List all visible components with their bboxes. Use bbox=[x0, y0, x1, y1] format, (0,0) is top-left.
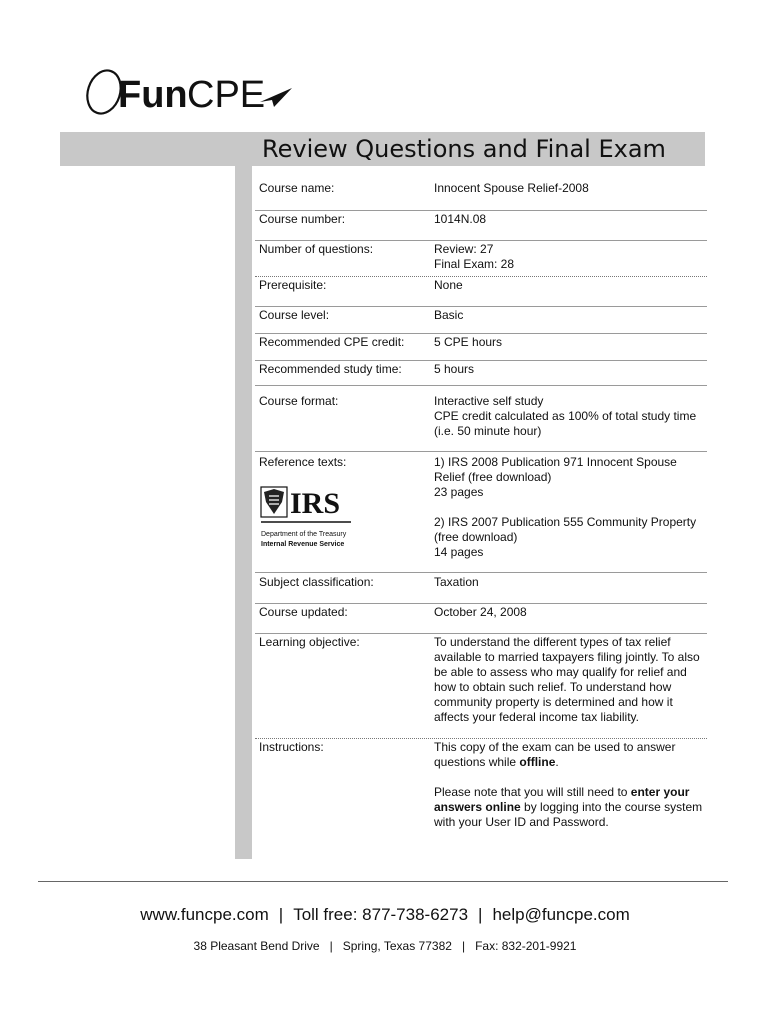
value-number-of-questions bbox=[434, 242, 704, 272]
row-learning-objective bbox=[255, 635, 707, 739]
reference-2: 2) IRS 2007 Publication 555 Community Property (free download) bbox=[434, 515, 697, 544]
value-course-name: Innocent Spouse Relief-2008 bbox=[434, 181, 589, 195]
label-prerequisite: Prerequisite: bbox=[259, 278, 327, 292]
footer-phone: Toll free: 877-738-6273 bbox=[293, 905, 469, 924]
format-credit-note: CPE credit calculated as 100% of total study time (i.e. 50 minute hour) bbox=[434, 409, 697, 438]
reference-1: 1) IRS 2008 Publication 971 Innocent Spouse Relief (free download) bbox=[434, 455, 677, 484]
label-instructions: Instructions: bbox=[259, 740, 324, 754]
footer-address bbox=[0, 939, 770, 953]
value-instructions bbox=[434, 740, 704, 830]
row-cpe-credit bbox=[255, 335, 707, 361]
instructions-paragraph-1: This copy of the exam can be used to answer questions while offline. bbox=[434, 740, 676, 769]
left-accent-bar bbox=[235, 132, 252, 859]
final-exam-count: Final Exam: 28 bbox=[434, 257, 515, 271]
label-reference-texts: Reference texts: bbox=[259, 455, 347, 469]
review-count: Review: 27 bbox=[434, 242, 494, 256]
label-study-time: Recommended study time: bbox=[259, 362, 402, 376]
label-course-format: Course format: bbox=[259, 394, 339, 408]
page-title: Review Questions and Final Exam bbox=[262, 135, 666, 163]
value-study-time: 5 hours bbox=[434, 362, 475, 376]
label-learning-objective: Learning objective: bbox=[259, 635, 360, 649]
value-cpe-credit: 5 CPE hours bbox=[434, 335, 503, 349]
irs-wordmark: IRS bbox=[290, 487, 341, 520]
row-course-name bbox=[255, 181, 707, 211]
value-learning-objective: To understand the different types of tax relief available to married taxpayers filing jointly. To also be able to assess who may qualify for relief and how to obtain such relief. To understand how community property is determined and how it affects your federal income tax liability. bbox=[434, 635, 700, 724]
footer-website-link[interactable]: www.funcpe.com bbox=[140, 905, 269, 924]
footer-separator: | bbox=[478, 905, 483, 924]
label-course-name: Course name: bbox=[259, 181, 335, 195]
footer-street: 38 Pleasant Bend Drive bbox=[193, 939, 320, 953]
enter-online-emphasis: enter your answers online bbox=[434, 785, 690, 814]
footer-separator: | bbox=[329, 939, 333, 953]
row-course-level bbox=[255, 308, 707, 334]
logo-text-light: CPE bbox=[187, 74, 266, 116]
label-cpe-credit: Recommended CPE credit: bbox=[259, 335, 405, 349]
value-course-level: Basic bbox=[434, 308, 464, 322]
label-course-level: Course level: bbox=[259, 308, 330, 322]
footer-email-link[interactable]: help@funcpe.com bbox=[492, 905, 630, 924]
row-subject bbox=[255, 575, 707, 604]
format-type: Interactive self study bbox=[434, 394, 544, 408]
value-course-format bbox=[434, 394, 704, 439]
label-number-of-questions: Number of questions: bbox=[259, 242, 374, 256]
row-instructions bbox=[255, 740, 707, 850]
value-reference-texts bbox=[434, 455, 704, 560]
irs-eagle-icon bbox=[261, 487, 287, 517]
reference-2-pages: 14 pages bbox=[434, 545, 484, 559]
irs-logo bbox=[258, 484, 354, 554]
funcpe-logo-graphic bbox=[84, 62, 299, 120]
value-subject: Taxation bbox=[434, 575, 479, 589]
reference-1-pages: 23 pages bbox=[434, 485, 484, 499]
footer-separator: | bbox=[278, 905, 284, 924]
footer-fax: Fax: 832-201-9921 bbox=[475, 939, 577, 953]
offline-emphasis: offline bbox=[519, 755, 556, 769]
row-number-of-questions bbox=[255, 242, 707, 277]
value-prerequisite: None bbox=[434, 278, 463, 292]
label-subject: Subject classification: bbox=[259, 575, 374, 589]
label-course-number: Course number: bbox=[259, 212, 346, 226]
logo-text-bold: Fun bbox=[118, 74, 188, 116]
footer-separator: | bbox=[461, 939, 466, 953]
instructions-paragraph-2: Please note that you will still need to enter your answers online by logging into the course system with your User ID and Password. bbox=[434, 785, 703, 829]
irs-service-line: Internal Revenue Service bbox=[261, 541, 345, 548]
row-prerequisite bbox=[255, 278, 707, 307]
value-course-updated: October 24, 2008 bbox=[434, 605, 527, 619]
row-course-updated bbox=[255, 605, 707, 634]
label-course-updated: Course updated: bbox=[259, 605, 348, 619]
row-course-number bbox=[255, 212, 707, 241]
footer-contact bbox=[0, 905, 770, 925]
footer-divider bbox=[38, 881, 728, 882]
irs-dept-line: Department of the Treasury bbox=[261, 531, 347, 538]
row-course-format bbox=[255, 394, 707, 452]
footer-city: Spring, Texas 77382 bbox=[342, 939, 452, 953]
row-study-time bbox=[255, 362, 707, 386]
funcpe-logo bbox=[84, 62, 299, 120]
value-course-number: 1014N.08 bbox=[434, 212, 487, 226]
